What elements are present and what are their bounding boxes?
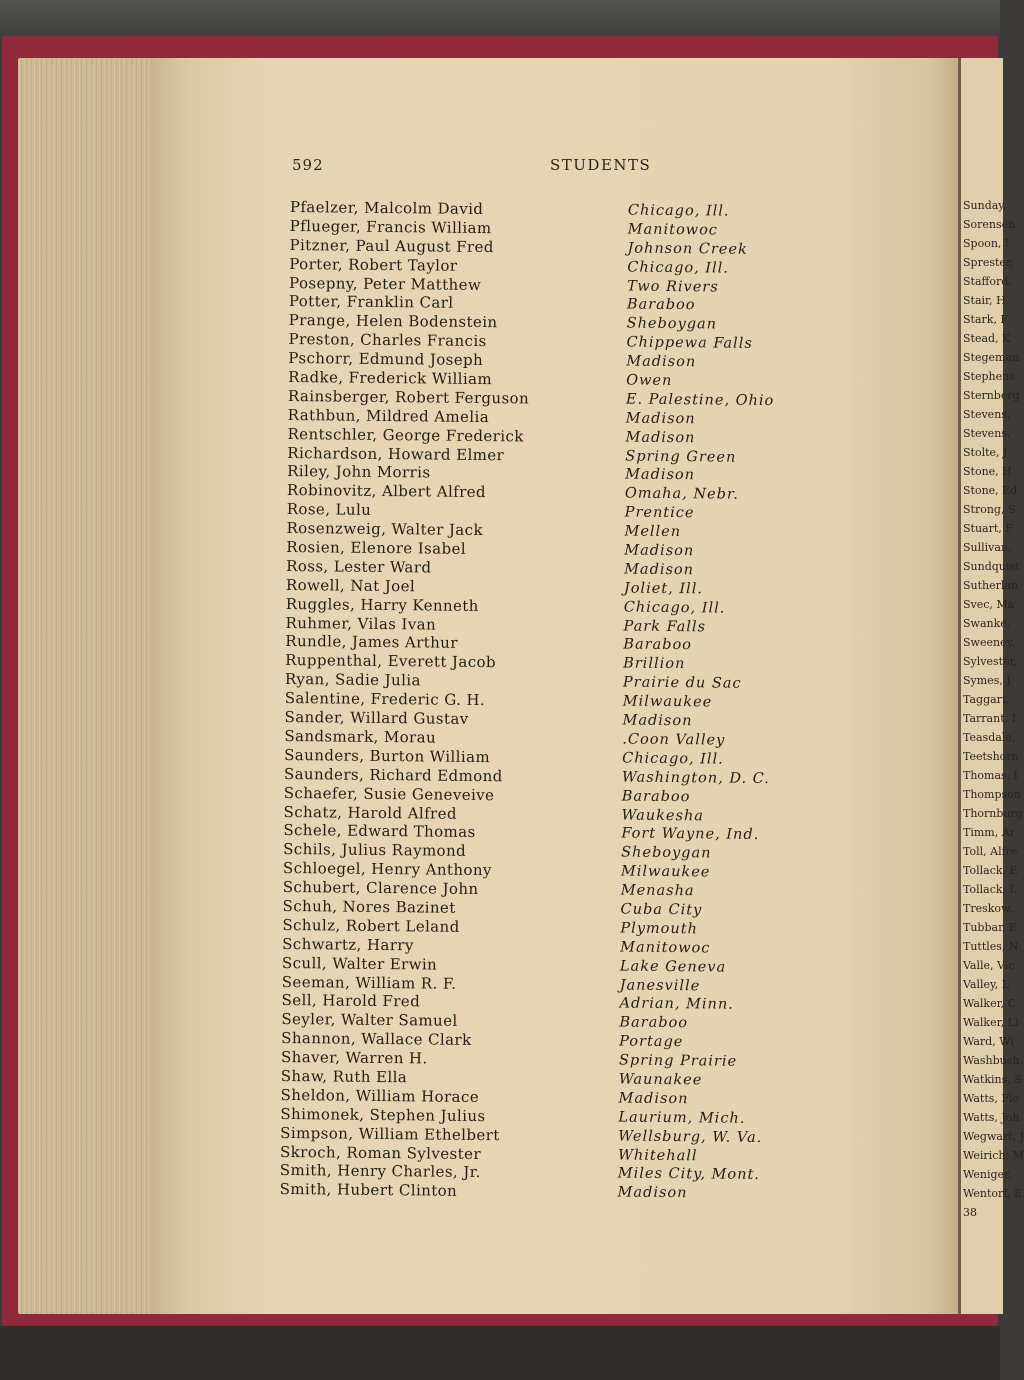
facing-page-fragment: Swanke, — [963, 617, 1011, 630]
facing-page-fragment: Tubbar, E — [963, 921, 1018, 934]
facing-page-fragment: Stevens, — [963, 408, 1011, 421]
student-hometown: Madison — [625, 429, 696, 446]
student-hometown: Prentice — [624, 504, 695, 522]
facing-page-fragment: Svec, Ma — [963, 598, 1015, 611]
facing-page-fragment: Teetshorn — [963, 750, 1019, 763]
student-hometown: Plymouth — [620, 920, 699, 938]
facing-page-fragment: Thornburg — [963, 807, 1023, 820]
facing-page-fragment: Toll, Alfre — [963, 845, 1018, 858]
student-hometown: Madison — [624, 561, 695, 579]
facing-page-fragment: Sorensen — [963, 218, 1016, 231]
student-name: Rainsberger, Robert Ferguson — [287, 386, 530, 408]
student-hometown: Owen — [626, 372, 673, 390]
student-hometown: Joliet, Ill. — [623, 580, 704, 598]
facing-page-fragment: Stark, F — [963, 313, 1009, 326]
facing-page-fragment: Thompson — [963, 788, 1021, 801]
student-hometown: Chicago, Ill. — [627, 259, 730, 277]
student-hometown: Baraboo — [623, 636, 693, 654]
facing-page-fragment: Stuart, F — [963, 522, 1013, 535]
student-name: Ross, Lester Ward — [286, 556, 432, 577]
student-hometown: Two Rivers — [627, 278, 719, 296]
page-header — [292, 156, 692, 176]
scan-background-top — [0, 0, 1000, 40]
facing-page-fragment: Sunday, — [963, 199, 1007, 212]
student-name: Ruppenthal, Everett Jacob — [285, 651, 497, 672]
student-hometown: Laurium, Mich. — [618, 1109, 746, 1127]
facing-page-fragment: Symes, J — [963, 674, 1011, 687]
student-name: Schils, Julius Raymond — [283, 840, 467, 861]
facing-page-fragment: Weirich, M — [963, 1149, 1024, 1162]
facing-page-fragment: Strong, S — [963, 503, 1016, 516]
student-hometown: Miles City, Mont. — [617, 1165, 761, 1184]
facing-page-fragment: Valle, Vic — [963, 959, 1015, 972]
student-hometown: Madison — [622, 712, 693, 730]
student-hometown: Baraboo — [619, 1014, 689, 1032]
facing-page-fragment: 38 — [963, 1206, 977, 1219]
student-hometown: Manitowoc — [620, 939, 711, 957]
student-name: Scull, Walter Erwin — [281, 953, 438, 974]
student-name: Seyler, Walter Samuel — [281, 1010, 458, 1031]
student-hometown: Sheboygan — [621, 844, 712, 862]
student-hometown: Portage — [619, 1033, 684, 1051]
student-hometown: Baraboo — [621, 788, 691, 805]
facing-page-fragment: Stegeman — [963, 351, 1020, 364]
student-name: Sheldon, William Horace — [280, 1085, 480, 1106]
student-name: Prange, Helen Bodenstein — [288, 311, 498, 332]
facing-page-fragment: Thomas, I — [963, 769, 1019, 782]
student-name: Schaefer, Susie Geneveive — [283, 783, 495, 804]
student-name: Rathbun, Mildred Amelia — [287, 405, 490, 426]
student-name: Porter, Robert Taylor — [289, 254, 458, 275]
facing-page-fragment: Tollack, L — [963, 883, 1017, 896]
student-name: Robinovitz, Albert Alfred — [286, 481, 487, 502]
student-hometown: .Coon Valley — [622, 731, 726, 749]
student-hometown: Chicago, Ill. — [627, 202, 730, 220]
facing-page-fragment: Teasdale, — [963, 731, 1016, 744]
student-hometown: Spring Green — [625, 448, 737, 466]
student-hometown: Adrian, Minn. — [619, 995, 734, 1014]
student-name: Ruhmer, Vilas Ivan — [285, 613, 437, 634]
student-name: Ruggles, Harry Kenneth — [285, 594, 479, 615]
student-name: Ryan, Sadie Julia — [284, 670, 421, 690]
student-hometown: Chicago, Ill. — [623, 599, 726, 617]
student-hometown: Manitowoc — [627, 221, 719, 239]
student-hometown: Park Falls — [623, 618, 707, 635]
facing-page-fragment: Walker, Ll — [963, 1016, 1019, 1029]
student-name: Seeman, William R. F. — [281, 972, 457, 993]
student-name: Pfaelzer, Malcolm David — [289, 198, 484, 219]
student-hometown: Madison — [624, 542, 695, 560]
student-name: Sell, Harold Fred — [281, 991, 421, 1011]
facing-page-fragment: Timm, Ar — [963, 826, 1015, 839]
student-hometown: Cuba City — [620, 901, 703, 919]
student-name: Saunders, Richard Edmond — [283, 764, 503, 785]
student-hometown: Milwaukee — [622, 693, 713, 711]
student-name: Simpson, William Ethelbert — [280, 1123, 500, 1144]
facing-page-fragment: Weniger, — [963, 1168, 1012, 1181]
student-hometown: Janesville — [619, 977, 701, 994]
student-name: Pitzner, Paul August Fred — [289, 235, 494, 256]
student-name: Shaver, Warren H. — [280, 1048, 428, 1068]
page-number: 592 — [292, 156, 324, 174]
student-name: Smith, Hubert Clinton — [279, 1180, 458, 1201]
student-hometown: Chippewa Falls — [626, 334, 753, 353]
student-name: Schulz, Robert Leland — [282, 915, 460, 936]
facing-page-fragment: Sylvester, — [963, 655, 1018, 668]
scan-background-bottom — [0, 1326, 1000, 1380]
facing-page-fragment: Valley, L — [963, 978, 1010, 991]
facing-page-fragment: Stephens — [963, 370, 1015, 383]
facing-page-fragment: Washbush, — [963, 1054, 1023, 1067]
student-name: Riley, John Morris — [287, 462, 431, 482]
student-hometown: Madison — [626, 353, 697, 371]
student-hometown: Madison — [617, 1184, 688, 1202]
student-name: Saunders, Burton William — [284, 745, 491, 766]
facing-page-fragment: Tarrant, I — [963, 712, 1016, 725]
student-hometown: Madison — [625, 466, 696, 484]
facing-page-fragment: Sprester, — [963, 256, 1014, 269]
student-name: Schuh, Nores Bazinet — [282, 896, 456, 917]
student-hometown: Whitehall — [617, 1147, 698, 1164]
student-hometown: Johnson Creek — [627, 240, 748, 258]
facing-page-fragment: Sullivan, — [963, 541, 1012, 554]
facing-page-fragment: Ward, Wi — [963, 1035, 1014, 1048]
student-name: Schwartz, Harry — [282, 934, 414, 955]
facing-page-fragment: Stone, H — [963, 465, 1012, 478]
student-name: Schloegel, Henry Anthony — [282, 859, 492, 880]
student-hometown: Waukesha — [621, 807, 705, 824]
student-name: Rose, Lulu — [286, 500, 372, 520]
student-name: Sander, Willard Gustav — [284, 708, 469, 728]
facing-page-fragment: Treskow, — [963, 902, 1013, 915]
student-name: Rosenzweig, Walter Jack — [286, 519, 484, 540]
facing-page-fragment: Stone, Ed — [963, 484, 1018, 497]
student-hometown: Madison — [625, 410, 696, 428]
facing-page-fragment: Watts, Joh — [963, 1111, 1020, 1124]
student-name: Smith, Henry Charles, Jr. — [279, 1161, 481, 1182]
student-name: Potter, Franklin Carl — [288, 292, 454, 313]
student-name: Rentschler, George Frederick — [287, 424, 524, 446]
student-hometown: Washington, D. C. — [621, 769, 770, 787]
facing-page-fragment: Watkins, S — [963, 1073, 1022, 1086]
student-name: Pflueger, Francis William — [289, 216, 492, 238]
student-hometown: Menasha — [620, 882, 695, 900]
student-name: Rundle, James Arthur — [285, 632, 458, 653]
student-name: Schatz, Harold Alfred — [283, 802, 458, 823]
facing-page-fragment: Stolte, J — [963, 446, 1008, 459]
student-name: Shimonek, Stephen Julius — [280, 1104, 486, 1125]
facing-page-fragment: Walker, C — [963, 997, 1017, 1010]
student-hometown: E. Palestine, Ohio — [625, 391, 775, 409]
student-hometown: Prairie du Sac — [622, 674, 742, 693]
student-name: Shaw, Ruth Ella — [280, 1066, 408, 1087]
facing-page-fragment: Sutherlan — [963, 579, 1019, 592]
facing-page-fragment: Sundquist — [963, 560, 1020, 573]
student-name: Posepny, Peter Matthew — [289, 273, 482, 294]
student-hometown: Waunakee — [618, 1071, 703, 1089]
student-hometown: Spring Prairie — [618, 1052, 738, 1070]
facing-page-fragment: Tollack, E — [963, 864, 1018, 877]
student-name: Schubert, Clarence John — [282, 878, 479, 899]
student-hometown: Lake Geneva — [619, 958, 727, 976]
facing-page-fragment: Taggart, — [963, 693, 1010, 706]
facing-page-fragment: Stair, H — [963, 294, 1006, 307]
student-hometown: Sheboygan — [626, 315, 718, 333]
facing-page-fragment: Stead, K — [963, 332, 1011, 345]
student-hometown: Fort Wayne, Ind. — [621, 825, 760, 844]
student-hometown: Madison — [618, 1090, 689, 1108]
student-hometown: Wellsburg, W. Va. — [618, 1128, 763, 1146]
facing-page-fragment: Wegwart, J — [963, 1130, 1024, 1143]
facing-page-fragment: Stevens, — [963, 427, 1011, 440]
facing-page-fragment: Tuttles, N — [963, 940, 1019, 953]
student-hometown: Omaha, Nebr. — [624, 485, 739, 504]
student-hometown: Milwaukee — [620, 863, 711, 881]
student-hometown: Brillion — [623, 655, 686, 673]
student-hometown: Chicago, Ill. — [622, 750, 724, 768]
running-title: STUDENTS — [550, 156, 652, 174]
student-name: Richardson, Howard Elmer — [287, 443, 505, 464]
student-name: Skroch, Roman Sylvester — [279, 1142, 482, 1163]
student-name: Salentine, Frederic G. H. — [284, 689, 486, 710]
student-hometown: Baraboo — [626, 296, 696, 314]
student-name: Rosien, Elenore Isabel — [286, 538, 467, 558]
facing-page-fragment: Watts, Flo — [963, 1092, 1020, 1105]
facing-page-fragment: Stafford, — [963, 275, 1012, 288]
student-name: Preston, Charles Francis — [288, 330, 487, 351]
facing-page-edge — [958, 58, 1024, 1314]
student-name: Schele, Edward Thomas — [283, 821, 476, 842]
student-list — [280, 198, 810, 1205]
student-name: Rowell, Nat Joel — [285, 575, 416, 596]
facing-page-fragment: Wentorf, E — [963, 1187, 1023, 1200]
facing-page-fragment: Sternberg — [963, 389, 1020, 402]
student-name: Pschorr, Edmund Joseph — [288, 349, 484, 370]
facing-page-fragment: Spoon, I — [963, 237, 1010, 250]
facing-page-fragment: Sweeney, — [963, 636, 1015, 649]
student-name: Sandsmark, Morau — [284, 726, 437, 747]
student-name: Radke, Frederick William — [288, 368, 493, 389]
student-name: Shannon, Wallace Clark — [281, 1029, 472, 1050]
student-hometown: Mellen — [624, 523, 682, 541]
